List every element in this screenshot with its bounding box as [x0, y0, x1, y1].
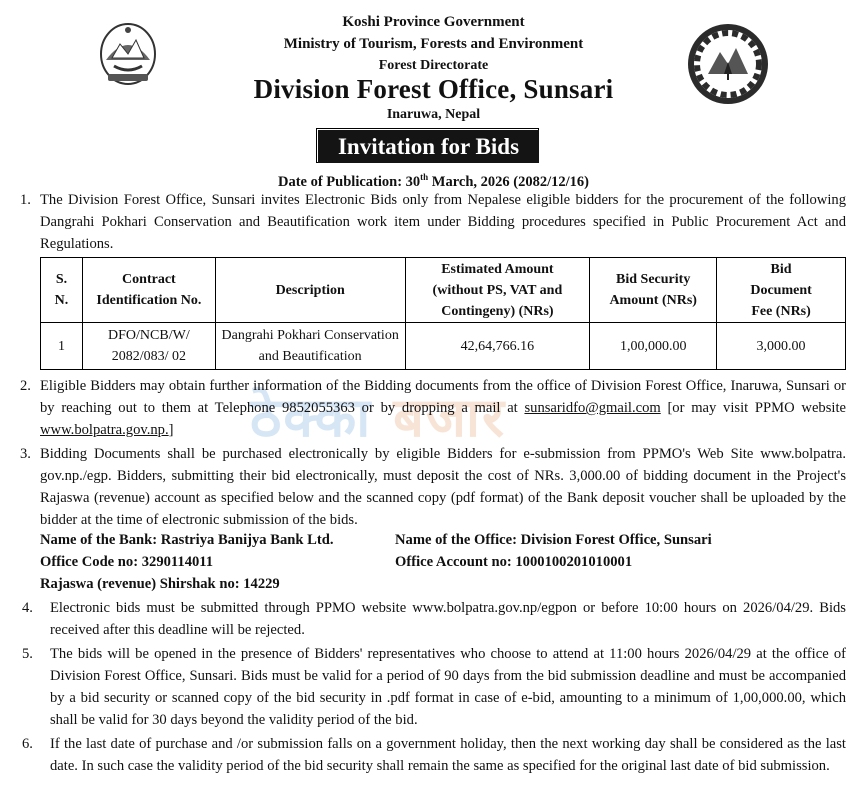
table-header-row — [41, 258, 846, 323]
text-run: ] — [168, 422, 174, 438]
cell-description — [215, 323, 405, 370]
cell-sn: 1 — [41, 323, 83, 370]
email-link[interactable]: sunsaridfo@gmail.com — [524, 400, 661, 416]
header-text: Amount (NRs) — [609, 293, 697, 308]
paragraph-text: The bids will be opened in the presence of Bidders' representatives who choose to attend at 11:00 hours 2026/04/29 at the office of Division Forest Office, Sunsari. Bids must be valid for a period of 90 days from the bid submission deadline and must be accompanied by a bid security or scanned copy of the bid security in .pdf format in case of e-bid, amounting to a minimum of 1,00,000.00, which shall be valid for 30 days beyond the validity period of the bid. — [50, 646, 846, 728]
pubdate-sup: th — [420, 172, 429, 182]
paragraph-text: Bidding Documents shall be purchased electronically by eligible Bidders for e-submission from PPMO's Web Site www.bolpatra. gov.np./egp. Bidders, submitting their bid electronically, must deposit the cost of NRs. 3,000.00 of bidding document in the Project's Rajaswa (revenue) account as specified below and the scanned copy (pdf format) of the Bank deposit voucher shall be uploaded by the bidder at the time of electronic submission of the bids. — [40, 446, 846, 528]
paragraph-number: 1. — [20, 192, 31, 208]
office-address: Inaruwa, Nepal — [386, 107, 481, 122]
revenue-shirshak: Rajaswa (revenue) Shirshak no: 14229 — [40, 576, 280, 592]
header-text: Bid — [770, 261, 792, 277]
paragraph-4 — [20, 597, 846, 641]
bank-name: Name of the Bank: Rastriya Banijya Bank Ltd. — [40, 532, 334, 548]
header-text: Identification No. — [96, 293, 202, 308]
pubdate-suffix: March, 2026 (2082/12/16) — [428, 173, 589, 190]
header-text: Contract — [122, 272, 176, 287]
cell-estimate: 42,64,766.16 — [405, 323, 590, 370]
text-run: Eligible Bidders may obtain further information of the Bidding documents from the office of Division Forest Office, Inaruwa, Sunsari or by reaching out to them at Telephone 9852055363 or by dropping a mail at — [40, 378, 846, 416]
paragraph-5 — [20, 643, 846, 731]
paragraph-text: If the last date of purchase and /or submission falls on a government holiday, then the next working day shall be considered as the last date. In such case the validity period of the bid security shall remain the same as specified for the original last date of bid submission. — [50, 736, 846, 774]
pubdate-prefix: Date of Publication: 30 — [277, 173, 421, 190]
paragraph-number: 4. — [22, 600, 33, 616]
cell-text: and Beautification — [258, 349, 362, 364]
col-header-description — [215, 258, 405, 323]
paragraph-1 — [20, 189, 846, 255]
paragraph-number: 2. — [20, 378, 31, 394]
cell-doc-fee: 3,000.00 — [717, 323, 846, 370]
header-text: S. — [55, 272, 68, 287]
header-text: N. — [54, 293, 69, 308]
publication-date — [0, 172, 867, 191]
paragraph-number: 6. — [22, 736, 33, 752]
ministry-name: Ministry of Tourism, Forests and Environment — [283, 36, 584, 52]
office-code: Office Code no: 3290114011 — [40, 554, 214, 570]
cell-text: Dangrahi Pokhari Conservation — [221, 328, 399, 343]
office-title: Division Forest Office, Sunsari — [253, 74, 614, 104]
notice-banner: Invitation for Bids — [318, 130, 539, 163]
cell-text: 2082/083/ 02 — [111, 349, 187, 364]
col-header-doc-fee — [717, 258, 846, 323]
paragraph-text — [20, 375, 846, 441]
office-name: Name of the Office: Division Forest Office, Sunsari — [395, 532, 712, 548]
text-run: [or may visit PPMO website — [660, 400, 846, 416]
province-name: Koshi Province Government — [342, 14, 525, 30]
col-header-bid-security — [590, 258, 717, 323]
header-text: Document — [750, 282, 812, 298]
paragraph-text: Electronic bids must be submitted through PPMO website www.bolpatra.gov.np/egpon or before 10:00 hours on 2026/04/29. Bids received after this deadline will be rejected. — [50, 600, 846, 638]
paragraph-3 — [20, 443, 846, 531]
header-text: Description — [275, 282, 345, 298]
col-header-sn — [41, 258, 83, 323]
header-text: Estimated Amount — [441, 261, 554, 277]
header-text: Contingeny) (NRs) — [441, 303, 554, 319]
col-header-contract-id — [82, 258, 215, 323]
paragraph-6 — [20, 733, 846, 777]
cell-bid-security: 1,00,000.00 — [590, 323, 717, 370]
paragraph-2 — [20, 375, 846, 441]
directorate-name: Forest Directorate — [378, 58, 489, 73]
watermark-part: ठेक्का — [250, 386, 373, 449]
col-header-estimate — [405, 258, 590, 323]
website-link[interactable]: www.bolpatra.gov.np. — [40, 422, 169, 438]
cell-text: DFO/NCB/W/ — [108, 328, 190, 343]
paragraph-number: 5. — [22, 646, 33, 662]
header-text: Bid Security — [616, 272, 691, 287]
cell-contract-id — [82, 323, 215, 370]
paragraph-number: 3. — [20, 446, 31, 462]
watermark-part: बजार — [393, 386, 507, 449]
table-row — [41, 323, 846, 370]
header-text: Fee (NRs) — [751, 303, 811, 319]
header-text: (without PS, VAT and — [432, 282, 563, 298]
office-account: Office Account no: 1000100201010001 — [395, 554, 633, 570]
paragraph-text: The Division Forest Office, Sunsari invites Electronic Bids only from Nepalese eligible bidders for the procurement of the following Dangrahi Pokhari Conservation and Beautification work item under Bidding procedures specified in Public Procurement Act and Regulations. — [40, 192, 846, 252]
bid-table — [40, 257, 846, 370]
